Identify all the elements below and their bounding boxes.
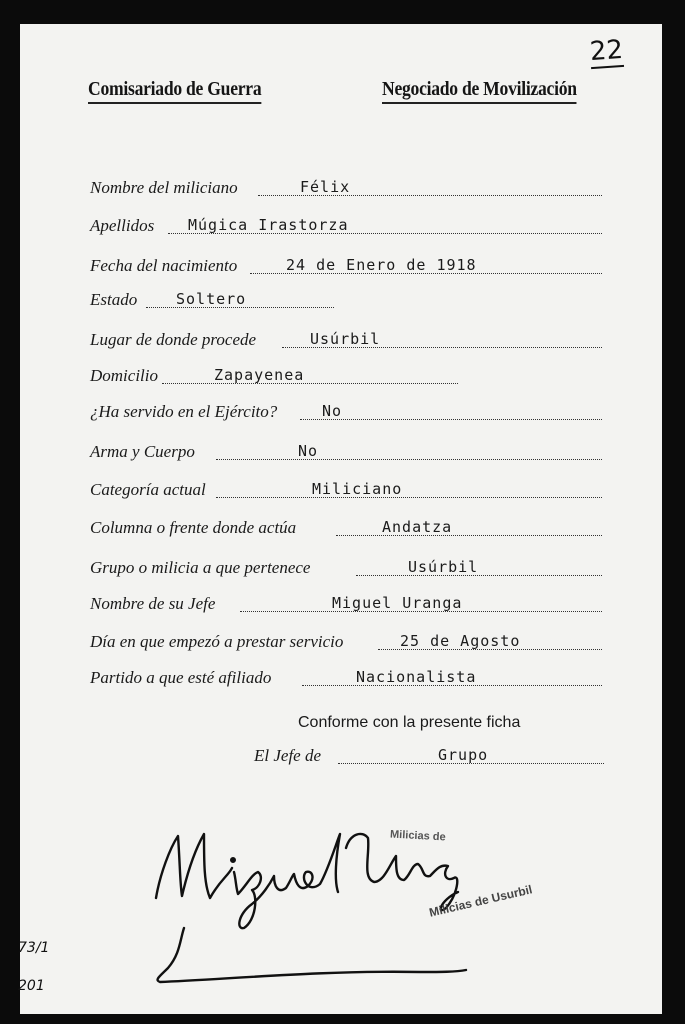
field-jefe-de [254, 742, 604, 768]
field-value: No [298, 442, 319, 460]
field-value: Soltero [176, 290, 247, 308]
field-jefe [90, 590, 610, 616]
page-number: 22 [588, 34, 625, 68]
field-label: Estado [90, 290, 138, 309]
field-servido [90, 398, 610, 424]
field-value: 25 de Agosto [400, 632, 521, 650]
field-label: Nombre de su Jefe [90, 594, 216, 613]
field-apellidos [90, 212, 610, 238]
field-label: Grupo o milicia a que pertenece [90, 558, 311, 577]
field-label: Apellidos [90, 216, 155, 235]
header-comisariado: Comisariado de Guerra [88, 78, 261, 104]
field-value: Usúrbil [408, 558, 479, 576]
field-categoria [90, 476, 610, 502]
field-label: Categoría actual [90, 480, 206, 499]
field-value: Múgica Irastorza [188, 216, 349, 234]
margin-note-number: 201 [18, 978, 45, 994]
stamp-top: Milicias de [389, 828, 446, 844]
field-value: 24 de Enero de 1918 [286, 256, 477, 274]
field-value: Miliciano [312, 480, 403, 498]
conforme-text: Conforme con la presente ficha [298, 714, 521, 731]
record-card [20, 24, 662, 1014]
field-value: No [322, 402, 343, 420]
field-nombre [90, 174, 610, 200]
field-partido [90, 664, 610, 690]
dotted-line [162, 383, 458, 384]
field-arma [90, 438, 610, 464]
field-label: Día en que empezó a prestar servicio [90, 632, 344, 651]
field-label: ¿Ha servido en el Ejército? [90, 402, 278, 421]
field-dia [90, 628, 610, 654]
field-label: Partido a que esté afiliado [90, 668, 272, 687]
field-grupo [90, 554, 610, 580]
field-fecha [90, 252, 610, 278]
field-value: Miguel Uranga [332, 594, 463, 612]
field-label: Columna o frente donde actúa [90, 518, 297, 537]
field-estado [90, 286, 610, 312]
field-columna [90, 514, 610, 540]
field-domicilio [90, 362, 610, 388]
dotted-line [356, 575, 602, 576]
field-label: Lugar de donde procede [90, 330, 257, 349]
stamp-bottom: Milicias de Usurbil [427, 882, 534, 920]
field-value: Usúrbil [310, 330, 381, 348]
field-lugar [90, 326, 610, 352]
field-label: El Jefe de [254, 746, 322, 765]
dotted-line [300, 419, 602, 420]
header-negociado: Negociado de Movilización [382, 78, 577, 104]
dotted-line [216, 497, 602, 498]
field-label: Arma y Cuerpo [90, 442, 195, 461]
dotted-line [216, 459, 602, 460]
field-value: Félix [300, 178, 351, 196]
margin-note-ref: 73/1 [18, 940, 50, 956]
field-label: Domicilio [90, 366, 158, 385]
field-value: Zapayenea [214, 366, 305, 384]
field-value: Grupo [438, 746, 489, 764]
field-value: Nacionalista [356, 668, 477, 686]
field-label: Nombre del miliciano [90, 178, 238, 197]
field-label: Fecha del nacimiento [90, 256, 238, 275]
dotted-line [336, 535, 602, 536]
field-value: Andatza [382, 518, 453, 536]
